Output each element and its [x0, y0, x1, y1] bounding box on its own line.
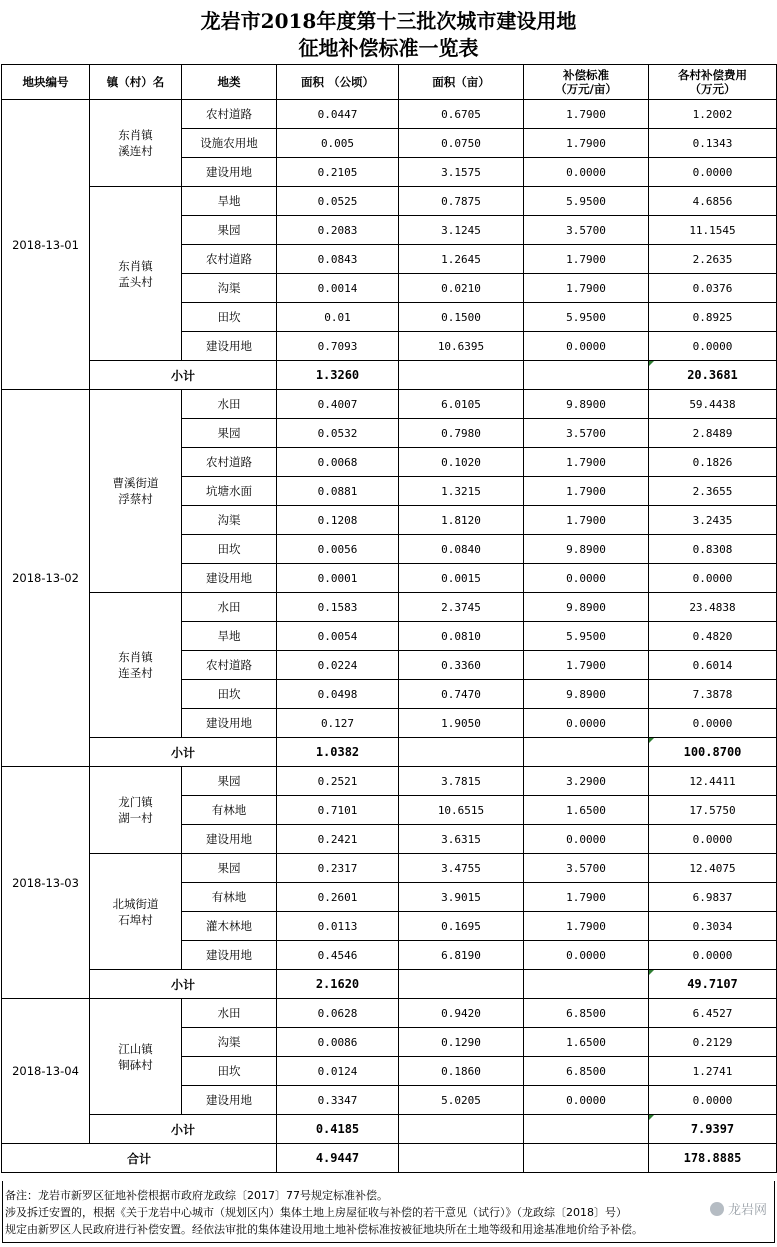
- area-ha-cell: 0.2105: [277, 158, 399, 187]
- fee-cell: 4.6856: [649, 187, 777, 216]
- subtotal-area-ha: 0.4185: [277, 1115, 399, 1144]
- area-ha-cell: 0.4546: [277, 941, 399, 970]
- standard-cell: 0.0000: [524, 332, 649, 361]
- footnote-line-2: 涉及拆迁安置的，根据《关于龙岩中心城市（规划区内）集体土地上房屋征收与补偿的若干意见（试行）》（龙政综〔2018〕号）: [5, 1206, 627, 1219]
- subtotal-fee: 100.8700: [649, 738, 777, 767]
- subtotal-area-mu: [399, 361, 524, 390]
- area-mu-cell: 0.1020: [399, 448, 524, 477]
- table-row: [2, 593, 777, 622]
- fee-cell: 17.5750: [649, 796, 777, 825]
- subtotal-area-ha: 1.0382: [277, 738, 399, 767]
- fee-cell: 0.0000: [649, 332, 777, 361]
- fee-cell: 0.2129: [649, 1028, 777, 1057]
- land-type-cell: 农村道路: [182, 448, 277, 477]
- standard-cell: 3.5700: [524, 854, 649, 883]
- area-mu-cell: 0.0810: [399, 622, 524, 651]
- area-ha-cell: 0.0447: [277, 100, 399, 129]
- land-type-cell: 有林地: [182, 883, 277, 912]
- area-ha-cell: 0.1208: [277, 506, 399, 535]
- standard-cell: 1.7900: [524, 100, 649, 129]
- fee-cell: 0.0000: [649, 825, 777, 854]
- subtotal-row: [2, 970, 777, 999]
- standard-cell: 0.0000: [524, 1086, 649, 1115]
- land-type-cell: 田坎: [182, 680, 277, 709]
- header-area-mu: 面积（亩）: [399, 65, 524, 100]
- area-mu-cell: 0.1695: [399, 912, 524, 941]
- total-fee: 178.8885: [649, 1144, 777, 1173]
- subtotal-area-mu: [399, 1115, 524, 1144]
- subtotal-fee: 20.3681: [649, 361, 777, 390]
- footnote-line-3: 规定由新罗区人民政府进行补偿安置。经依法审批的集体建设用地土地补偿标准按被征地块所在土地等级和用途基准地价给予补偿。: [5, 1223, 643, 1236]
- village-name-cell: 龙门镇 湖一村: [90, 767, 182, 854]
- land-type-cell: 沟渠: [182, 1028, 277, 1057]
- fee-cell: 0.0000: [649, 1086, 777, 1115]
- table-row: [2, 854, 777, 883]
- fee-cell: 0.6014: [649, 651, 777, 680]
- area-ha-cell: 0.0224: [277, 651, 399, 680]
- area-mu-cell: 3.4755: [399, 854, 524, 883]
- land-type-cell: 田坎: [182, 1057, 277, 1086]
- table-row: [2, 390, 777, 419]
- fee-cell: 2.8489: [649, 419, 777, 448]
- area-mu-cell: 0.7980: [399, 419, 524, 448]
- fee-cell: 0.8308: [649, 535, 777, 564]
- fee-cell: 12.4075: [649, 854, 777, 883]
- area-ha-cell: 0.0113: [277, 912, 399, 941]
- total-label: 合计: [2, 1144, 277, 1173]
- standard-cell: 3.5700: [524, 419, 649, 448]
- area-mu-cell: 0.9420: [399, 999, 524, 1028]
- fee-cell: 1.2741: [649, 1057, 777, 1086]
- land-type-cell: 果园: [182, 216, 277, 245]
- standard-cell: 0.0000: [524, 941, 649, 970]
- land-type-cell: 水田: [182, 390, 277, 419]
- fee-cell: 0.4820: [649, 622, 777, 651]
- area-mu-cell: 6.8190: [399, 941, 524, 970]
- area-mu-cell: 3.6315: [399, 825, 524, 854]
- standard-cell: 9.8900: [524, 680, 649, 709]
- area-ha-cell: 0.0881: [277, 477, 399, 506]
- land-type-cell: 水田: [182, 593, 277, 622]
- subtotal-standard: [524, 361, 649, 390]
- fee-cell: 23.4838: [649, 593, 777, 622]
- land-type-cell: 灌木林地: [182, 912, 277, 941]
- land-type-cell: 建设用地: [182, 564, 277, 593]
- standard-cell: 5.9500: [524, 187, 649, 216]
- table-body: [2, 100, 777, 1173]
- area-ha-cell: 0.0124: [277, 1057, 399, 1086]
- table-row: [2, 187, 777, 216]
- total-area-ha: 4.9447: [277, 1144, 399, 1173]
- land-type-cell: 建设用地: [182, 158, 277, 187]
- area-mu-cell: 3.1575: [399, 158, 524, 187]
- standard-cell: 5.9500: [524, 622, 649, 651]
- area-ha-cell: 0.2421: [277, 825, 399, 854]
- area-mu-cell: 0.7470: [399, 680, 524, 709]
- standard-cell: 6.8500: [524, 1057, 649, 1086]
- area-mu-cell: 0.0840: [399, 535, 524, 564]
- fee-cell: 2.3655: [649, 477, 777, 506]
- fee-cell: 11.1545: [649, 216, 777, 245]
- area-mu-cell: 0.0015: [399, 564, 524, 593]
- header-block-id: 地块编号: [2, 65, 90, 100]
- standard-cell: 1.6500: [524, 796, 649, 825]
- area-mu-cell: 0.0750: [399, 129, 524, 158]
- fee-cell: 7.3878: [649, 680, 777, 709]
- header-land-type: 地类: [182, 65, 277, 100]
- land-type-cell: 建设用地: [182, 332, 277, 361]
- area-mu-cell: 0.1500: [399, 303, 524, 332]
- watermark-text: 龙岩网: [727, 1203, 767, 1218]
- standard-cell: 0.0000: [524, 709, 649, 738]
- area-mu-cell: 1.8120: [399, 506, 524, 535]
- subtotal-standard: [524, 1115, 649, 1144]
- subtotal-area-ha: 2.1620: [277, 970, 399, 999]
- subtotal-row: [2, 1115, 777, 1144]
- footnote-line-1: 备注：龙岩市新罗区征地补偿根据市政府龙政综〔2017〕77号规定标准补偿。: [5, 1189, 388, 1202]
- land-type-cell: 农村道路: [182, 100, 277, 129]
- area-ha-cell: 0.0532: [277, 419, 399, 448]
- area-mu-cell: 6.0105: [399, 390, 524, 419]
- table-row: [2, 767, 777, 796]
- subtotal-label: 小计: [90, 738, 277, 767]
- area-ha-cell: 0.0001: [277, 564, 399, 593]
- area-ha-cell: 0.127: [277, 709, 399, 738]
- area-mu-cell: 1.9050: [399, 709, 524, 738]
- land-type-cell: 果园: [182, 767, 277, 796]
- watermark: [710, 1199, 767, 1218]
- page-title: [0, 8, 777, 62]
- area-mu-cell: 0.0210: [399, 274, 524, 303]
- standard-cell: 1.7900: [524, 651, 649, 680]
- area-mu-cell: 0.6705: [399, 100, 524, 129]
- block-id-cell: 2018-13-01: [2, 100, 90, 390]
- land-type-cell: 田坎: [182, 535, 277, 564]
- standard-cell: 1.7900: [524, 506, 649, 535]
- land-type-cell: 有林地: [182, 796, 277, 825]
- standard-cell: 1.7900: [524, 477, 649, 506]
- total-area-mu: [399, 1144, 524, 1173]
- subtotal-fee: 7.9397: [649, 1115, 777, 1144]
- village-name-cell: 北城街道 石埠村: [90, 854, 182, 970]
- standard-cell: 1.7900: [524, 448, 649, 477]
- area-ha-cell: 0.01: [277, 303, 399, 332]
- standard-cell: 0.0000: [524, 564, 649, 593]
- standard-cell: 1.7900: [524, 912, 649, 941]
- village-name-cell: 江山镇 铜砵村: [90, 999, 182, 1115]
- area-ha-cell: 0.7101: [277, 796, 399, 825]
- subtotal-label: 小计: [90, 1115, 277, 1144]
- area-mu-cell: 10.6515: [399, 796, 524, 825]
- land-type-cell: 旱地: [182, 187, 277, 216]
- fee-cell: 0.0000: [649, 941, 777, 970]
- fee-cell: 6.9837: [649, 883, 777, 912]
- area-mu-cell: 5.0205: [399, 1086, 524, 1115]
- header-town: 镇（村）名: [90, 65, 182, 100]
- title-line-1: 龙岩市2018年度第十三批次城市建设用地: [200, 9, 577, 33]
- village-name-cell: 东肖镇 孟头村: [90, 187, 182, 361]
- block-id-cell: 2018-13-03: [2, 767, 90, 999]
- area-ha-cell: 0.0056: [277, 535, 399, 564]
- compensation-table: [1, 64, 777, 1173]
- fee-cell: 0.8925: [649, 303, 777, 332]
- area-ha-cell: 0.2521: [277, 767, 399, 796]
- standard-cell: 0.0000: [524, 158, 649, 187]
- land-type-cell: 建设用地: [182, 1086, 277, 1115]
- subtotal-standard: [524, 738, 649, 767]
- area-ha-cell: 0.0086: [277, 1028, 399, 1057]
- fee-cell: 2.2635: [649, 245, 777, 274]
- fee-cell: 0.1826: [649, 448, 777, 477]
- header-standard: 补偿标准 （万元/亩）: [524, 65, 649, 100]
- subtotal-area-mu: [399, 970, 524, 999]
- land-type-cell: 建设用地: [182, 825, 277, 854]
- fee-cell: 1.2002: [649, 100, 777, 129]
- fee-cell: 6.4527: [649, 999, 777, 1028]
- land-type-cell: 建设用地: [182, 709, 277, 738]
- fee-cell: 0.0376: [649, 274, 777, 303]
- fee-cell: 12.4411: [649, 767, 777, 796]
- area-mu-cell: 3.1245: [399, 216, 524, 245]
- standard-cell: 1.7900: [524, 274, 649, 303]
- land-type-cell: 坑塘水面: [182, 477, 277, 506]
- subtotal-area-ha: 1.3260: [277, 361, 399, 390]
- standard-cell: 1.7900: [524, 245, 649, 274]
- fee-cell: 0.0000: [649, 564, 777, 593]
- subtotal-fee: 49.7107: [649, 970, 777, 999]
- village-name-cell: 曹溪街道 浮蔡村: [90, 390, 182, 593]
- area-ha-cell: 0.0525: [277, 187, 399, 216]
- area-ha-cell: 0.1583: [277, 593, 399, 622]
- land-type-cell: 农村道路: [182, 245, 277, 274]
- area-mu-cell: 0.7875: [399, 187, 524, 216]
- area-mu-cell: 2.3745: [399, 593, 524, 622]
- subtotal-area-mu: [399, 738, 524, 767]
- standard-cell: 3.2900: [524, 767, 649, 796]
- standard-cell: 6.8500: [524, 999, 649, 1028]
- area-mu-cell: 1.2645: [399, 245, 524, 274]
- area-mu-cell: 0.3360: [399, 651, 524, 680]
- table-row: [2, 100, 777, 129]
- standard-cell: 5.9500: [524, 303, 649, 332]
- area-ha-cell: 0.0498: [277, 680, 399, 709]
- land-type-cell: 沟渠: [182, 506, 277, 535]
- header-row: [2, 65, 777, 100]
- standard-cell: 1.7900: [524, 883, 649, 912]
- standard-cell: 9.8900: [524, 593, 649, 622]
- standard-cell: 0.0000: [524, 825, 649, 854]
- standard-cell: 9.8900: [524, 535, 649, 564]
- area-ha-cell: 0.0068: [277, 448, 399, 477]
- standard-cell: 1.7900: [524, 129, 649, 158]
- standard-cell: 3.5700: [524, 216, 649, 245]
- area-mu-cell: 1.3215: [399, 477, 524, 506]
- area-ha-cell: 0.0628: [277, 999, 399, 1028]
- area-mu-cell: 3.7815: [399, 767, 524, 796]
- land-type-cell: 沟渠: [182, 274, 277, 303]
- land-type-cell: 果园: [182, 419, 277, 448]
- area-mu-cell: 0.1860: [399, 1057, 524, 1086]
- fee-cell: 0.0000: [649, 709, 777, 738]
- title-line-2: 征地补偿标准一览表: [298, 36, 479, 60]
- footnote: [2, 1181, 775, 1243]
- land-type-cell: 水田: [182, 999, 277, 1028]
- area-ha-cell: 0.2317: [277, 854, 399, 883]
- fee-cell: 0.3034: [649, 912, 777, 941]
- block-id-cell: 2018-13-02: [2, 390, 90, 767]
- area-mu-cell: 0.1290: [399, 1028, 524, 1057]
- area-ha-cell: 0.0014: [277, 274, 399, 303]
- subtotal-label: 小计: [90, 970, 277, 999]
- total-row: [2, 1144, 777, 1173]
- land-type-cell: 农村道路: [182, 651, 277, 680]
- fee-cell: 0.0000: [649, 158, 777, 187]
- area-ha-cell: 0.2083: [277, 216, 399, 245]
- fee-cell: 59.4438: [649, 390, 777, 419]
- area-ha-cell: 0.0843: [277, 245, 399, 274]
- area-mu-cell: 3.9015: [399, 883, 524, 912]
- land-type-cell: 果园: [182, 854, 277, 883]
- land-type-cell: 田坎: [182, 303, 277, 332]
- table-row: [2, 999, 777, 1028]
- fee-cell: 3.2435: [649, 506, 777, 535]
- subtotal-row: [2, 361, 777, 390]
- wechat-icon: [710, 1202, 724, 1216]
- village-name-cell: 东肖镇 连圣村: [90, 593, 182, 738]
- area-ha-cell: 0.7093: [277, 332, 399, 361]
- land-type-cell: 设施农用地: [182, 129, 277, 158]
- standard-cell: 1.6500: [524, 1028, 649, 1057]
- header-fee: 各村补偿费用 （万元）: [649, 65, 777, 100]
- area-ha-cell: 0.2601: [277, 883, 399, 912]
- standard-cell: 9.8900: [524, 390, 649, 419]
- area-ha-cell: 0.005: [277, 129, 399, 158]
- land-type-cell: 建设用地: [182, 941, 277, 970]
- area-ha-cell: 0.0054: [277, 622, 399, 651]
- fee-cell: 0.1343: [649, 129, 777, 158]
- subtotal-standard: [524, 970, 649, 999]
- subtotal-label: 小计: [90, 361, 277, 390]
- area-ha-cell: 0.3347: [277, 1086, 399, 1115]
- village-name-cell: 东肖镇 溪连村: [90, 100, 182, 187]
- block-id-cell: 2018-13-04: [2, 999, 90, 1144]
- total-standard: [524, 1144, 649, 1173]
- subtotal-row: [2, 738, 777, 767]
- area-ha-cell: 0.4007: [277, 390, 399, 419]
- land-type-cell: 旱地: [182, 622, 277, 651]
- header-area-ha: 面积 （公顷）: [277, 65, 399, 100]
- area-mu-cell: 10.6395: [399, 332, 524, 361]
